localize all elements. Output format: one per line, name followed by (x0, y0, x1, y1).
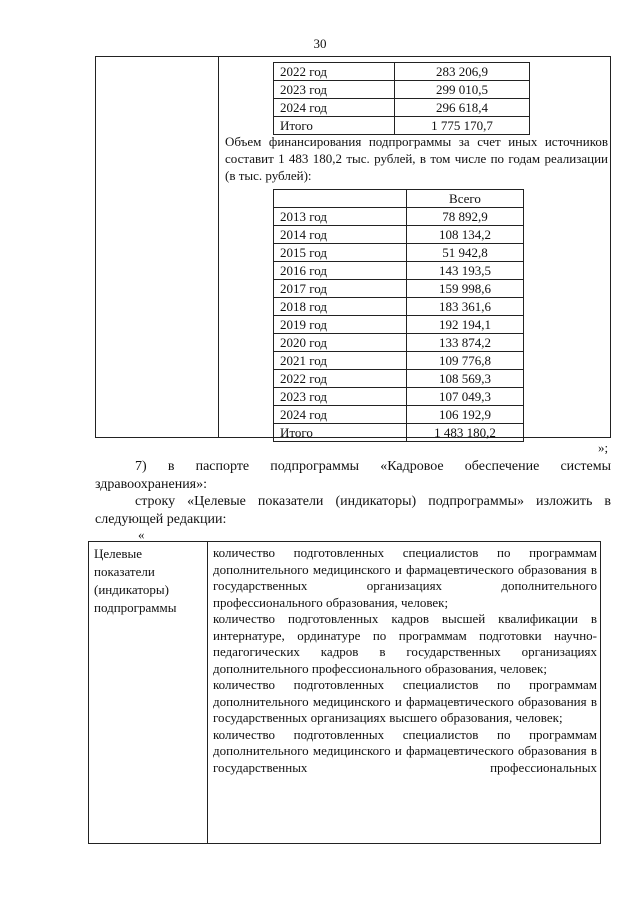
table-row (274, 424, 524, 442)
closing-quote: »; (598, 440, 609, 455)
year-cell: Итого (274, 117, 395, 135)
indicators-label: Целевые показатели (индикаторы) подпрограммы (94, 546, 177, 615)
year-cell: 2018 год (274, 298, 407, 316)
value-cell: 108 134,2 (407, 226, 524, 244)
value-cell: 78 892,9 (407, 208, 524, 226)
year-cell: 2023 год (274, 81, 395, 99)
table-row (274, 63, 530, 81)
financing-table-top (273, 62, 530, 135)
year-cell: Итого (274, 424, 407, 442)
table-row (274, 280, 524, 298)
year-cell: 2020 год (274, 334, 407, 352)
year-cell: 2022 год (274, 63, 395, 81)
table-row (274, 226, 524, 244)
table-row (274, 99, 530, 117)
table-header-empty (274, 190, 407, 208)
table-row (274, 352, 524, 370)
value-cell: 1 775 170,7 (395, 117, 530, 135)
table-row (274, 316, 524, 334)
value-cell: 1 483 180,2 (407, 424, 524, 442)
table-row (274, 244, 524, 262)
value-cell: 283 206,9 (395, 63, 530, 81)
indicator-item: количество подготовленных специалистов по программам дополнительного медицинского и фармацевтического образования в государственных организациях дополнительного профессионального образования, человек; (213, 545, 597, 610)
value-cell: 107 049,3 (407, 388, 524, 406)
value-cell: 133 874,2 (407, 334, 524, 352)
table-row (274, 208, 524, 226)
table-row (274, 298, 524, 316)
table-row (274, 117, 530, 135)
value-cell: 51 942,8 (407, 244, 524, 262)
value-cell: 192 194,1 (407, 316, 524, 334)
year-cell: 2022 год (274, 370, 407, 388)
instruction-paragraph: строку «Целевые показатели (индикаторы) подпрограммы» изложить в следующей редакции: (95, 494, 611, 527)
financing-paragraph: Объем финансирования подпрограммы за счет иных источников составит 1 483 180,2 тыс. рублей, в том числе по годам реализации (в тыс. рублей): (225, 134, 608, 183)
value-cell: 143 193,5 (407, 262, 524, 280)
table-row (274, 81, 530, 99)
table-header-total: Всего (407, 190, 524, 208)
year-cell: 2013 год (274, 208, 407, 226)
indicator-item: количество подготовленных специалистов по программам дополнительного медицинского и фармацевтического образования в государственных профессиональных (213, 726, 597, 775)
year-cell: 2023 год (274, 388, 407, 406)
value-cell: 299 010,5 (395, 81, 530, 99)
item-7-paragraph: 7) в паспорте подпрограммы «Кадровое обеспечение системы здравоохранения»: (95, 459, 611, 492)
year-cell: 2016 год (274, 262, 407, 280)
year-cell: 2024 год (274, 406, 407, 424)
table-row (274, 370, 524, 388)
table-header-row (274, 190, 524, 208)
page-number: 30 (313, 36, 327, 51)
column-divider (218, 57, 219, 437)
table-row (274, 334, 524, 352)
value-cell: 296 618,4 (395, 99, 530, 117)
year-cell: 2024 год (274, 99, 395, 117)
value-cell: 159 998,6 (407, 280, 524, 298)
indicators-list (213, 545, 597, 776)
table-row (274, 406, 524, 424)
opening-quote: « (138, 527, 145, 542)
column-divider (207, 542, 208, 843)
value-cell: 108 569,3 (407, 370, 524, 388)
indicator-item: количество подготовленных специалистов по программам дополнительного медицинского и фармацевтического образования в государственных организациях высшего образования, человек; (213, 677, 597, 725)
year-cell: 2021 год (274, 352, 407, 370)
value-cell: 106 192,9 (407, 406, 524, 424)
year-cell: 2014 год (274, 226, 407, 244)
year-cell: 2015 год (274, 244, 407, 262)
indicator-item: количество подготовленных кадров высшей квалификации в интернатуре, ординатуре по программам подготовки научно-педагогических кадров в государственных организациях дополнительного профессионального образования, человек; (213, 611, 597, 676)
other-sources-table (273, 189, 524, 442)
value-cell: 109 776,8 (407, 352, 524, 370)
year-cell: 2017 год (274, 280, 407, 298)
year-cell: 2019 год (274, 316, 407, 334)
value-cell: 183 361,6 (407, 298, 524, 316)
table-row (274, 388, 524, 406)
table-row (274, 262, 524, 280)
